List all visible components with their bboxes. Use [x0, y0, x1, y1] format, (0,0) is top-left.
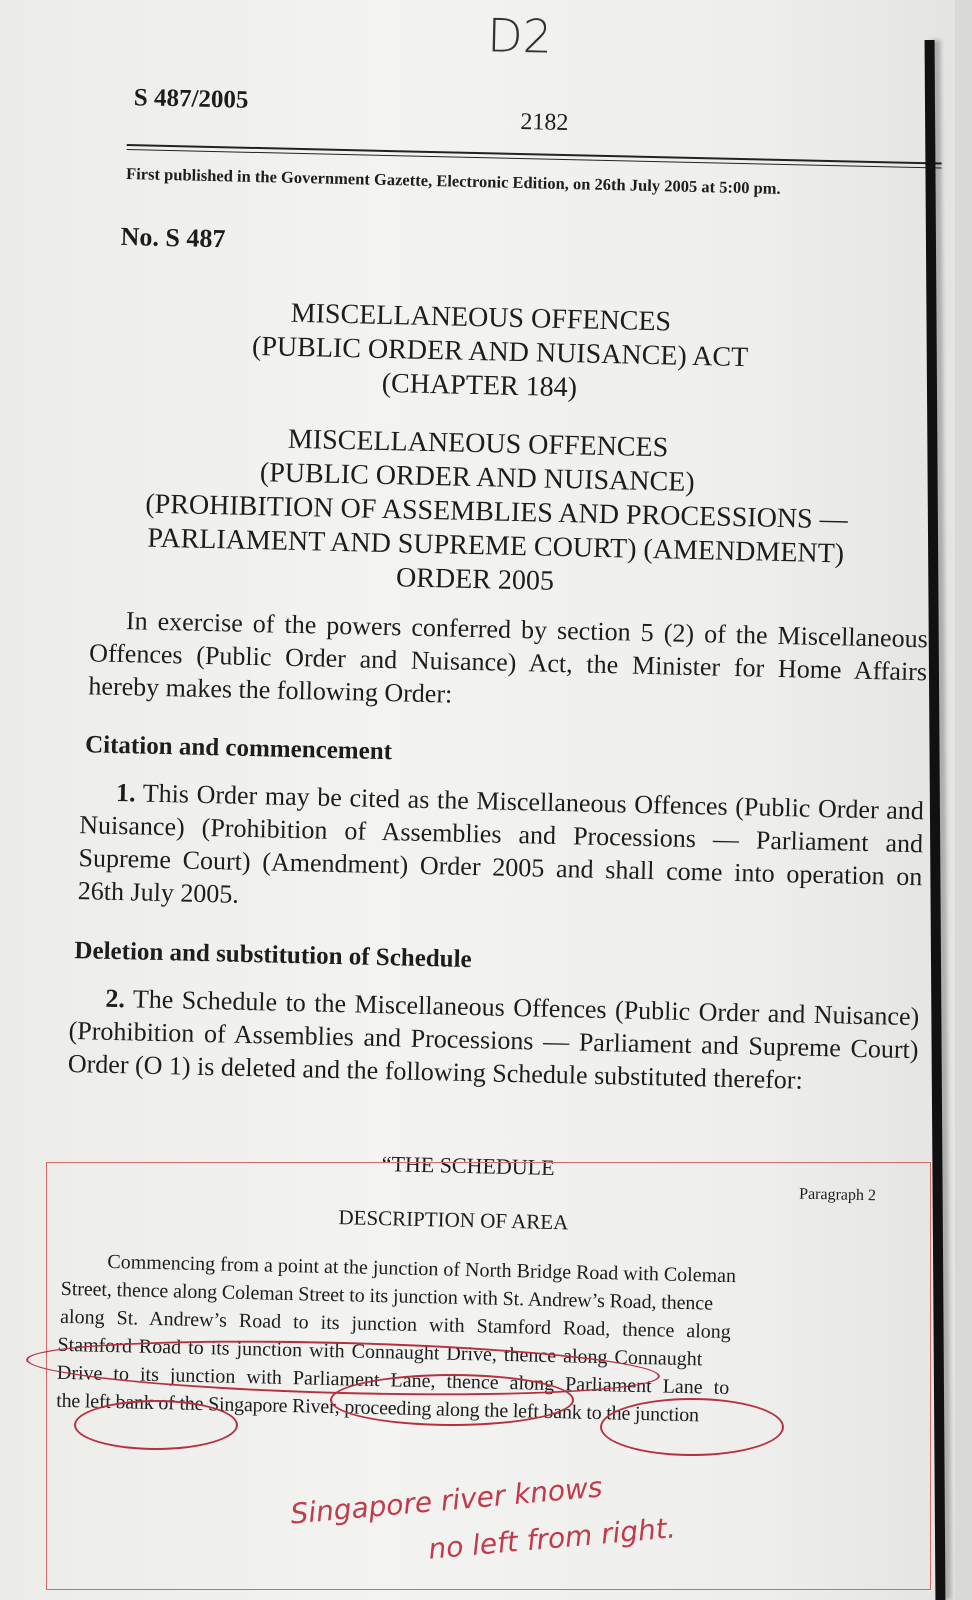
section-2-body: 2. The Schedule to the Miscellaneous Offences (Public Order and Nuisance) (Prohibition of Assemblies and Processions — Parliament and Supreme Court) Order (O 1) is deleted and the following Schedule substituted therefor:: [67, 983, 920, 1095]
schedule-line: along St. Andrew’s Road to its junction with Stamford Road, thence along: [59, 1305, 732, 1344]
annotation-circle-left-bank-1: [74, 1400, 238, 1450]
preamble: In exercise of the powers conferred by section 5 (2) of the Miscellaneous Offences (Public Order and Nuisance) Act, the Minister for Home Affairs hereby makes the following Order:: [88, 606, 929, 709]
handwritten-page-mark: D2: [486, 8, 553, 64]
act-title-line-3: (CHAPTER 184): [381, 367, 578, 404]
section-1-body: 1. This Order may be cited as the Miscellaneous Offences (Public Order and Nuisance) (Prohibition of Assemblies and Processions — Parliament and Supreme Court) (Amendment) Order 2005 and shall come into operation on 26th July 2005.: [77, 777, 925, 909]
order-number: No. S 487: [120, 221, 226, 254]
schedule-subtitle: DESCRIPTION OF AREA: [338, 1205, 569, 1235]
order-title-line-4: PARLIAMENT AND SUPREME COURT) (AMENDMENT): [147, 522, 845, 570]
order-title-line-1: MISCELLANEOUS OFFENCES: [287, 423, 669, 464]
section-1-heading: Citation and commencement: [84, 731, 393, 766]
gazette-reference: S 487/2005: [133, 84, 249, 114]
schedule-line: Drive to its junction with Parliament Lane, thence along Parliament Lane to: [56, 1361, 730, 1400]
schedule-title: “THE SCHEDULE: [381, 1151, 555, 1181]
publication-line: First published in the Government Gazette, Electronic Edition, on 26th July 2005 at 5:00 pm.: [125, 164, 781, 198]
schedule-line: Stamford Road to its junction with Connaught Drive, thence along Connaught: [57, 1333, 703, 1371]
order-title-line-5: ORDER 2005: [395, 562, 555, 597]
act-title-line-2: (PUBLIC ORDER AND NUISANCE) ACT: [251, 330, 749, 374]
schedule-line: the left bank of the Singapore River, proceeding along the left bank to the junction: [56, 1389, 700, 1427]
section-2-heading: Deletion and substitution of Schedule: [74, 937, 472, 974]
act-title-line-1: MISCELLANEOUS OFFENCES: [290, 297, 672, 338]
handwritten-note-line-2: no left from right.: [427, 1511, 677, 1566]
page-number: 2182: [520, 108, 569, 137]
schedule-paragraph-ref: Paragraph 2: [798, 1185, 877, 1205]
handwritten-note-line-1: Singapore river knows: [289, 1470, 604, 1531]
schedule-line: Commencing from a point at the junction of North Bridge Road with Coleman: [107, 1250, 737, 1288]
schedule-line: Street, thence along Coleman Street to its junction with St. Andrew’s Road, thence: [60, 1277, 714, 1315]
order-title-line-2: (PUBLIC ORDER AND NUISANCE): [259, 457, 696, 499]
annotation-circle-parliament-lane: [330, 1374, 574, 1426]
order-title-line-3: (PROHIBITION OF ASSEMBLIES AND PROCESSIONS —: [145, 488, 849, 536]
header-rule: [127, 144, 942, 168]
annotation-circle-left-bank-2: [600, 1398, 784, 1456]
